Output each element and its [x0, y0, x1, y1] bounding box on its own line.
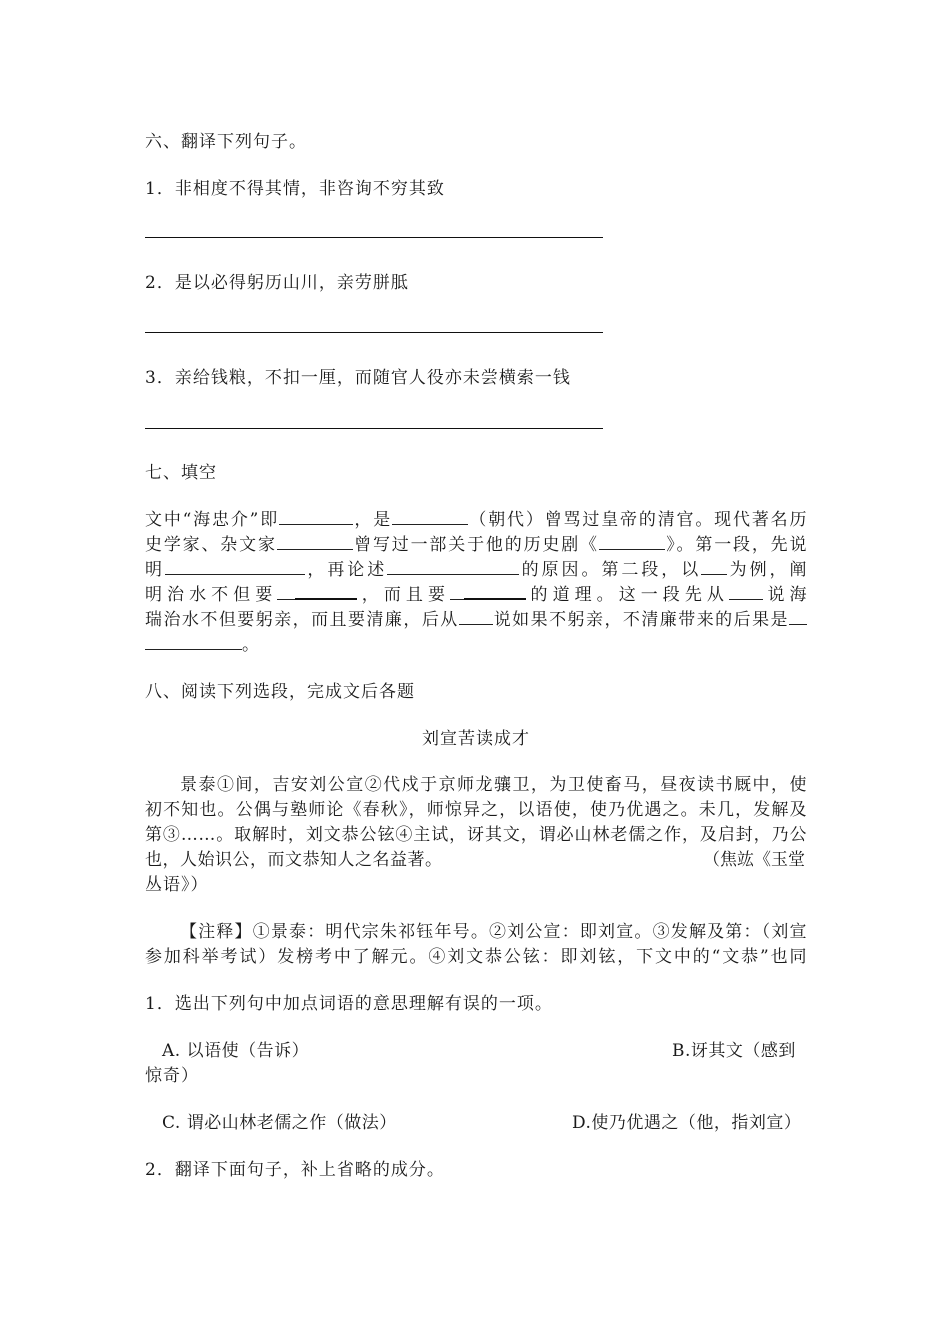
text: 的道理。这一段先从 [525, 585, 729, 605]
text: 的原因。第二段，以 [519, 560, 702, 580]
passage-line-1: 景泰①间，吉安刘公宣②代戍于京师龙骧卫，为卫使畜马，昼夜读书厩中，使 [180, 775, 807, 795]
passage-line-3: 第③……。取解时，刘文恭公铉④主试，讶其文，谓必山林老儒之作，及启封，乃公 [145, 825, 807, 845]
blank[interactable] [165, 573, 305, 575]
text: 说海 [762, 585, 808, 605]
fill-paragraph-line-1 [145, 505, 807, 530]
text: 史学家、杂文家 [145, 535, 277, 555]
blank[interactable] [392, 523, 468, 525]
answer-line-1[interactable] [145, 237, 603, 238]
passage-line-4: 也，人始识公，而文恭知人之名益著。 [145, 850, 443, 870]
blank[interactable] [145, 648, 242, 650]
question-3: 3．亲给钱粮，不扣一厘，而随官人役亦未尝横索一钱 [145, 368, 571, 388]
option-b-continued: 惊奇） [145, 1066, 199, 1086]
blank[interactable] [729, 598, 763, 600]
blank[interactable] [459, 623, 493, 625]
text: 为例，阐 [727, 560, 808, 580]
passage-line-2: 初不知也。公偶与塾师论《春秋》，师惊异之，以语使，使乃优遇之。未几，发解及 [145, 800, 807, 820]
fill-paragraph-line-2 [145, 530, 807, 555]
fill-paragraph-line-6 [145, 630, 259, 655]
answer-line-3[interactable] [145, 428, 603, 429]
text: 明治水不但要 [145, 585, 278, 605]
text: 曾写过一部关于他的历史剧《 [352, 535, 599, 555]
text: 瑞治水不但要躬亲，而且要清廉，后从 [145, 610, 459, 630]
blank[interactable] [464, 597, 526, 600]
option-c[interactable]: C. 谓必山林老儒之作（做法） [162, 1113, 397, 1133]
text: ，而且要 [357, 585, 450, 605]
question-2: 2．是以必得躬历山川，亲劳胼胝 [145, 273, 409, 293]
section8-heading: 八、阅读下列选段，完成文后各题 [145, 682, 415, 702]
text: ，再论述 [304, 560, 388, 580]
text: 》。第一段，先说 [664, 535, 808, 555]
blank[interactable] [450, 598, 464, 600]
blank[interactable] [295, 597, 357, 600]
answer-line-2[interactable] [145, 332, 603, 333]
question-8-1: 1．选出下列句中加点词语的意思理解有误的一项。 [145, 994, 553, 1014]
question-8-2: 2．翻译下面句子，补上省略的成分。 [145, 1160, 445, 1180]
option-a[interactable]: A. 以语使（告诉） [162, 1041, 310, 1061]
text: ，是 [353, 510, 393, 530]
blank[interactable] [789, 623, 807, 625]
blank[interactable] [279, 523, 353, 525]
section7-heading: 七、填空 [145, 463, 217, 483]
text: 文中“海忠介”即 [145, 510, 280, 530]
blank[interactable] [277, 598, 295, 600]
notes-line-1: 【注释】①景泰：明代宗朱祁钰年号。②刘公宣：即刘宣。③发解及第：（刘宣 [180, 922, 807, 942]
fill-paragraph-line-5 [145, 605, 807, 630]
blank[interactable] [599, 548, 665, 550]
passage-line-5: 丛语》） [145, 875, 209, 895]
text: 说如果不躬亲，不清廉带来的后果是 [492, 610, 789, 630]
fill-paragraph-line-4 [145, 580, 807, 605]
blank[interactable] [387, 573, 519, 575]
notes-line-2: 参加科举考试）发榜考中了解元。④刘文恭公铉：即刘铉，下文中的“文恭”也同 [145, 947, 807, 967]
text: 。 [242, 635, 259, 655]
passage-source: （焦竑《玉堂 [703, 850, 805, 870]
section6-heading: 六、翻译下列句子。 [145, 132, 307, 152]
fill-paragraph-line-3 [145, 555, 807, 580]
question-1: 1．非相度不得其情，非咨询不穷其致 [145, 179, 445, 199]
option-b[interactable]: B.讶其文（感到 [672, 1041, 796, 1061]
text: 明 [145, 560, 165, 580]
text: （朝代）曾骂过皇帝的清官。现代著名历 [468, 510, 808, 530]
passage-title: 刘宣苦读成才 [422, 729, 530, 749]
blank[interactable] [701, 573, 727, 575]
option-d[interactable]: D.使乃优遇之（他，指刘宣） [572, 1113, 802, 1133]
blank[interactable] [277, 548, 353, 550]
